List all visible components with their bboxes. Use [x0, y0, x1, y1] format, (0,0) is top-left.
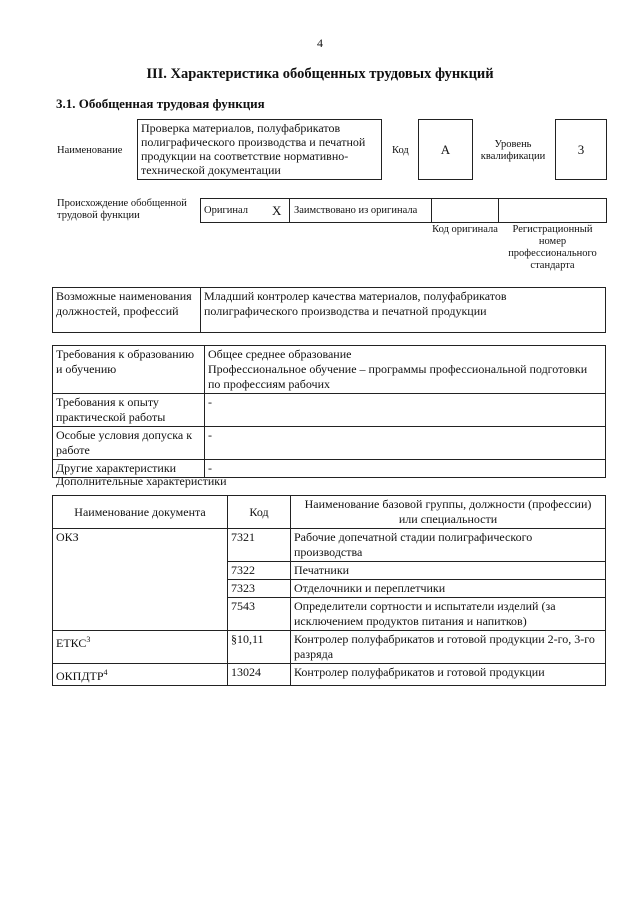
- req-other-value: -: [205, 460, 606, 478]
- section-title: III. Характеристика обобщенных трудовых функций: [146, 66, 494, 82]
- etks-code: §10,11: [228, 631, 291, 664]
- table-row: [53, 631, 606, 664]
- function-name-box: Проверка материалов, полуфабрикатов полиграфического производства и печатной продукции на соответствие нормативно-технической документации: [137, 119, 382, 180]
- req-experience-label: Требования к опыту практической работы: [53, 394, 205, 427]
- etks-label: [53, 631, 228, 664]
- positions-label: Возможные наименования должностей, профессий: [53, 288, 201, 333]
- okpdtr-label-text: ОКПДТР: [56, 669, 104, 683]
- positions-table: [52, 287, 606, 333]
- okz-name: Рабочие допечатной стадии полиграфического производства: [291, 529, 606, 562]
- etks-label-text: ЕТКС: [56, 636, 87, 650]
- page-number: 4: [317, 36, 323, 50]
- code-value-box: А: [418, 119, 473, 180]
- req-experience-value: -: [205, 394, 606, 427]
- borrowed-cell: Заимствовано из оригинала: [289, 198, 432, 223]
- req-conditions-label: Особые условия допуска к работе: [53, 427, 205, 460]
- name-label: Наименование: [57, 145, 123, 156]
- req-conditions-value: -: [205, 427, 606, 460]
- okz-name: Определители сортности и испытатели изделий (за исключением продуктов питания и напитков): [291, 598, 606, 631]
- header-name: Наименование базовой группы, должности (профессии) или специальности: [291, 496, 606, 529]
- additional-table: [52, 495, 606, 686]
- code-original-label: Код оригинала: [432, 224, 498, 235]
- origin-label: Происхождение обобщенной трудовой функции: [57, 198, 187, 221]
- subsection-title: 3.1. Обобщенная трудовая функция: [56, 96, 265, 111]
- okz-code: 7321: [228, 529, 291, 562]
- okpdtr-label: [53, 664, 228, 686]
- okpdtr-name: Контролер полуфабрикатов и готовой продукции: [291, 664, 606, 686]
- reg-number-label: Регистрационный номер профессионального стандарта: [508, 224, 597, 271]
- original-mark: Х: [272, 203, 282, 218]
- okz-label: ОКЗ: [53, 529, 228, 631]
- reg-number-cell: [498, 198, 607, 223]
- okz-name: Отделочники и переплетчики: [291, 580, 606, 598]
- req-education-label: Требования к образованию и обучению: [53, 346, 205, 394]
- etks-name: Контролер полуфабрикатов и готовой продукции 2-го, 3-го разряда: [291, 631, 606, 664]
- header-document: Наименование документа: [53, 496, 228, 529]
- level-value-box: 3: [555, 119, 607, 180]
- positions-value: Младший контролер качества материалов, полуфабрикатов полиграфического производства и печатной продукции: [201, 288, 606, 333]
- code-label: Код: [392, 145, 409, 156]
- okpdtr-footnote: 4: [103, 668, 108, 677]
- okz-name: Печатники: [291, 562, 606, 580]
- header-code: Код: [228, 496, 291, 529]
- original-label: Оригинал: [204, 205, 248, 216]
- code-original-cell: [431, 198, 499, 223]
- okz-code: 7322: [228, 562, 291, 580]
- etks-footnote: 3: [86, 635, 91, 644]
- okpdtr-code: 13024: [228, 664, 291, 686]
- okz-code: 7543: [228, 598, 291, 631]
- level-label: Уровень квалификации: [480, 139, 546, 162]
- table-row: [53, 529, 606, 562]
- requirements-table: [52, 345, 606, 478]
- table-row: [53, 664, 606, 686]
- additional-title: Дополнительные характеристики: [56, 474, 227, 488]
- original-cell: [200, 198, 290, 223]
- okz-code: 7323: [228, 580, 291, 598]
- req-education-value: Общее среднее образование Профессиональное обучение – программы профессиональной подготовки по профессиям рабочих: [205, 346, 606, 394]
- req-other-label: Другие характеристики: [53, 460, 205, 478]
